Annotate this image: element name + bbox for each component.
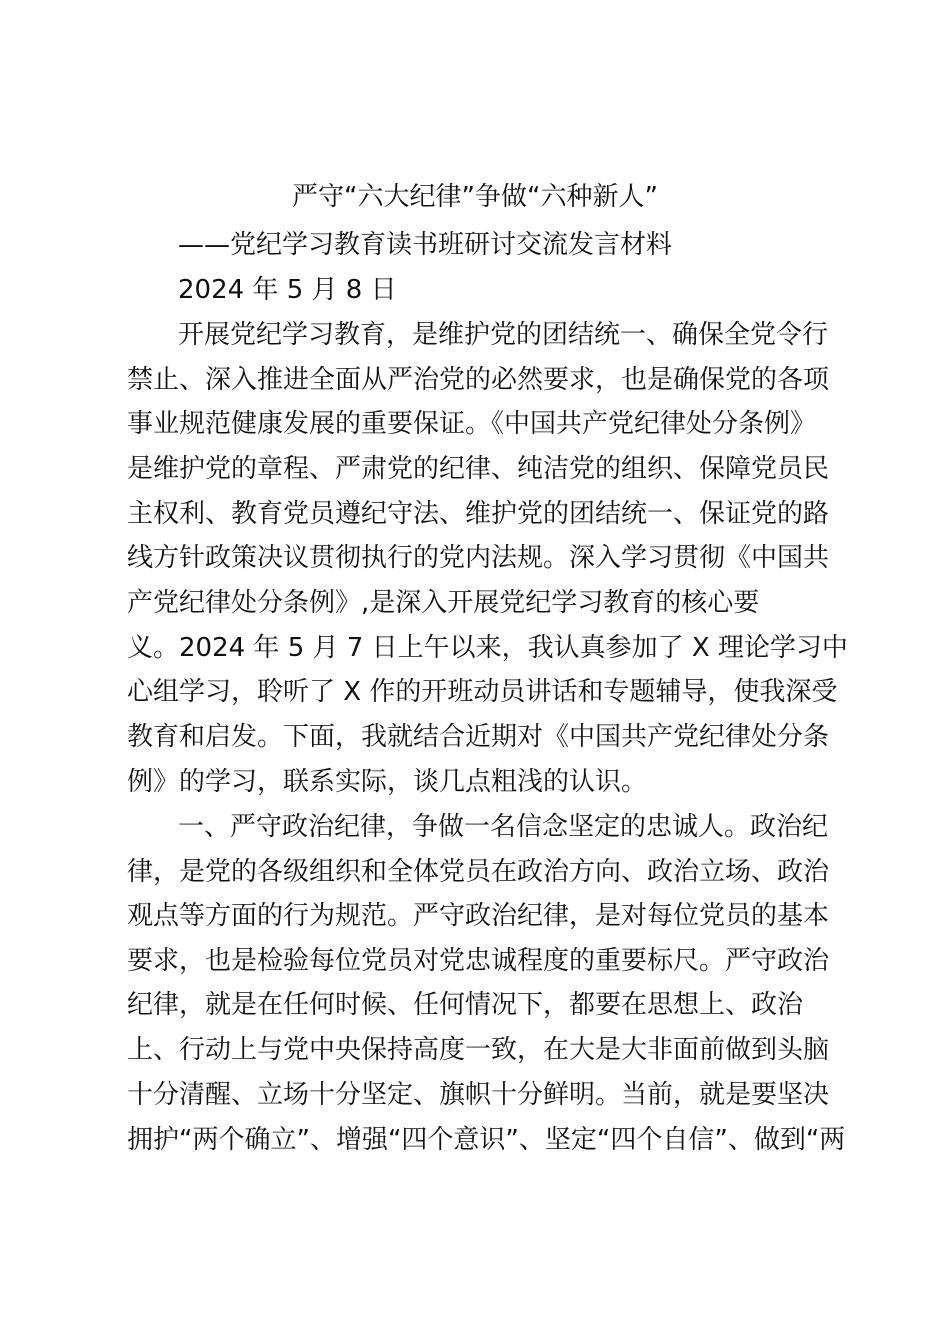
paragraph-line: 线方针政策决议贯彻执行的党内法规。深入学习贯彻《中国共 [127,543,830,573]
paragraph-line: 产党纪律处分条例》,是深入开展党纪学习教育的核心要 [127,588,760,618]
paragraph-line: 是维护党的章程、严肃党的纪律、纯洁党的组织、保障党员民 [127,454,830,484]
paragraph-line: 例》的学习，联系实际，谈几点粗浅的认识。 [127,767,648,797]
paragraph-line: 义。2024 年 5 月 7 日上午以来，我认真参加了 X 理论学习中 [127,633,848,663]
paragraph-line: 上、行动上与党中央保持高度一致，在大是大非面前做到头脑 [127,1035,830,1065]
document-title: 严守“六大纪律”争做“六种新人” [292,182,658,212]
paragraph-line: 事业规范健康发展的重要保证。《中国共产党纪律处分条例》 [127,409,817,439]
paragraph-line: 主权利、教育党员遵纪守法、维护党的团结统一、保证党的路 [127,499,830,529]
paragraph-line: 一、严守政治纪律，争做一名信念坚定的忠诚人。政治纪 [178,812,829,842]
paragraph-line: 开展党纪学习教育，是维护党的团结统一、确保全党令行 [178,320,829,350]
paragraph-line: 拥护“两个确立”、增强“四个意识”、坚定“四个自信”、做到“两 [127,1125,846,1155]
paragraph-line: 要求，也是检验每位党员对党忠诚程度的重要标尺。严守政治 [127,946,830,976]
paragraph-line: 心组学习，聆听了 X 作的开班动员讲话和专题辅导，使我深受 [127,677,838,707]
paragraph-line: 教育和启发。下面，我就结合近期对《中国共产党纪律处分条 [127,722,830,752]
paragraph-line: 十分清醒、立场十分坚定、旗帜十分鲜明。当前，就是要坚决 [127,1080,830,1110]
document-subtitle: ——党纪学习教育读书班研讨交流发言材料 [178,230,673,260]
paragraph-line: 律，是党的各级组织和全体党员在政治方向、政治立场、政治 [127,857,830,887]
paragraph-line: 观点等方面的行为规范。严守政治纪律，是对每位党员的基本 [127,901,830,931]
paragraph-line: 纪律，就是在任何时候、任何情况下，都要在思想上、政治 [127,990,804,1020]
document-date: 2024 年 5 月 8 日 [178,275,397,305]
paragraph-line: 禁止、深入推进全面从严治党的必然要求，也是确保党的各项 [127,365,830,395]
